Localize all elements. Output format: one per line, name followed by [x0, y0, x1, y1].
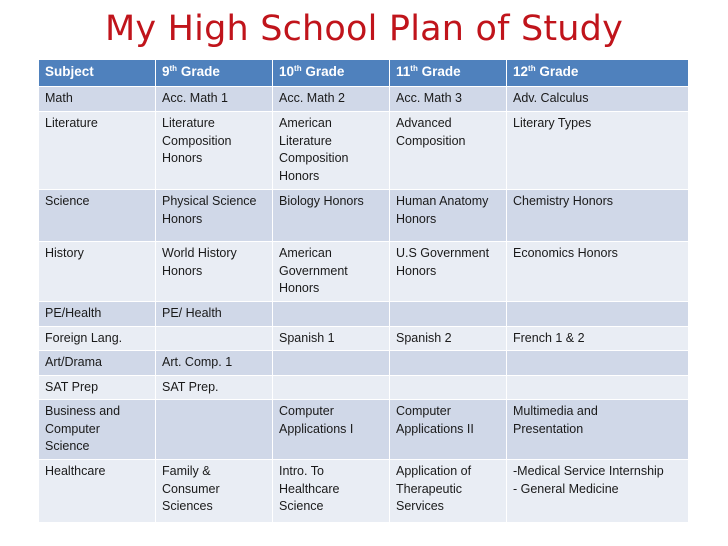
- course-cell: Acc. Math 2: [273, 87, 390, 112]
- header-10th-grade: 10th Grade: [273, 60, 390, 87]
- course-cell: -Medical Service Internship - General Medicine: [507, 460, 689, 523]
- course-cell: Spanish 2: [390, 326, 507, 351]
- subject-cell: Business and Computer Science: [39, 400, 156, 460]
- course-cell: U.S Government Honors: [390, 242, 507, 302]
- course-cell: Literary Types: [507, 112, 689, 190]
- course-cell: American Literature Composition Honors: [273, 112, 390, 190]
- course-cell: Advanced Composition: [390, 112, 507, 190]
- course-cell: [273, 302, 390, 327]
- table-row: [39, 302, 689, 327]
- subject-cell: Literature: [39, 112, 156, 190]
- subject-cell: Healthcare: [39, 460, 156, 523]
- page-title: My High School Plan of Study: [104, 9, 624, 49]
- header-12th-grade: 12th Grade: [507, 60, 689, 87]
- course-cell: [156, 326, 273, 351]
- course-cell: Art. Comp. 1: [156, 351, 273, 376]
- course-cell: [390, 351, 507, 376]
- table-row: [39, 326, 689, 351]
- course-cell: [507, 351, 689, 376]
- course-cell: Intro. To Healthcare Science: [273, 460, 390, 523]
- table-row: [39, 351, 689, 376]
- header-subject: Subject: [39, 60, 156, 87]
- course-cell: [390, 375, 507, 400]
- course-cell: [390, 302, 507, 327]
- table-row: [39, 87, 689, 112]
- course-cell: Adv. Calculus: [507, 87, 689, 112]
- course-cell: [273, 351, 390, 376]
- course-cell: Acc. Math 3: [390, 87, 507, 112]
- subject-cell: Science: [39, 190, 156, 242]
- header-11th-grade: 11th Grade: [390, 60, 507, 87]
- table-row: [39, 460, 689, 523]
- subject-cell: History: [39, 242, 156, 302]
- course-cell: [273, 375, 390, 400]
- course-cell: Family & Consumer Sciences: [156, 460, 273, 523]
- course-cell: [156, 400, 273, 460]
- table-row: [39, 112, 689, 190]
- table-row: [39, 375, 689, 400]
- course-cell: Economics Honors: [507, 242, 689, 302]
- table-row: [39, 190, 689, 242]
- course-cell: American Government Honors: [273, 242, 390, 302]
- subject-cell: Foreign Lang.: [39, 326, 156, 351]
- header-row: [39, 60, 689, 87]
- table-row: [39, 242, 689, 302]
- course-cell: [507, 375, 689, 400]
- course-cell: Acc. Math 1: [156, 87, 273, 112]
- header-9th-grade: 9th Grade: [156, 60, 273, 87]
- course-cell: Physical Science Honors: [156, 190, 273, 242]
- subject-cell: Art/Drama: [39, 351, 156, 376]
- course-cell: Human Anatomy Honors: [390, 190, 507, 242]
- course-cell: World History Honors: [156, 242, 273, 302]
- course-cell: French 1 & 2: [507, 326, 689, 351]
- course-cell: Literature Composition Honors: [156, 112, 273, 190]
- course-cell: PE/ Health: [156, 302, 273, 327]
- course-cell: Multimedia and Presentation: [507, 400, 689, 460]
- course-cell: Spanish 1: [273, 326, 390, 351]
- subject-cell: PE/Health: [39, 302, 156, 327]
- subject-cell: Math: [39, 87, 156, 112]
- course-cell: Application of Therapeutic Services: [390, 460, 507, 523]
- course-cell: Biology Honors: [273, 190, 390, 242]
- course-cell: Computer Applications II: [390, 400, 507, 460]
- course-cell: Computer Applications I: [273, 400, 390, 460]
- course-cell: [507, 302, 689, 327]
- table-row: [39, 400, 689, 460]
- subject-cell: SAT Prep: [39, 375, 156, 400]
- course-cell: Chemistry Honors: [507, 190, 689, 242]
- course-cell: SAT Prep.: [156, 375, 273, 400]
- plan-of-study-table: [38, 59, 689, 523]
